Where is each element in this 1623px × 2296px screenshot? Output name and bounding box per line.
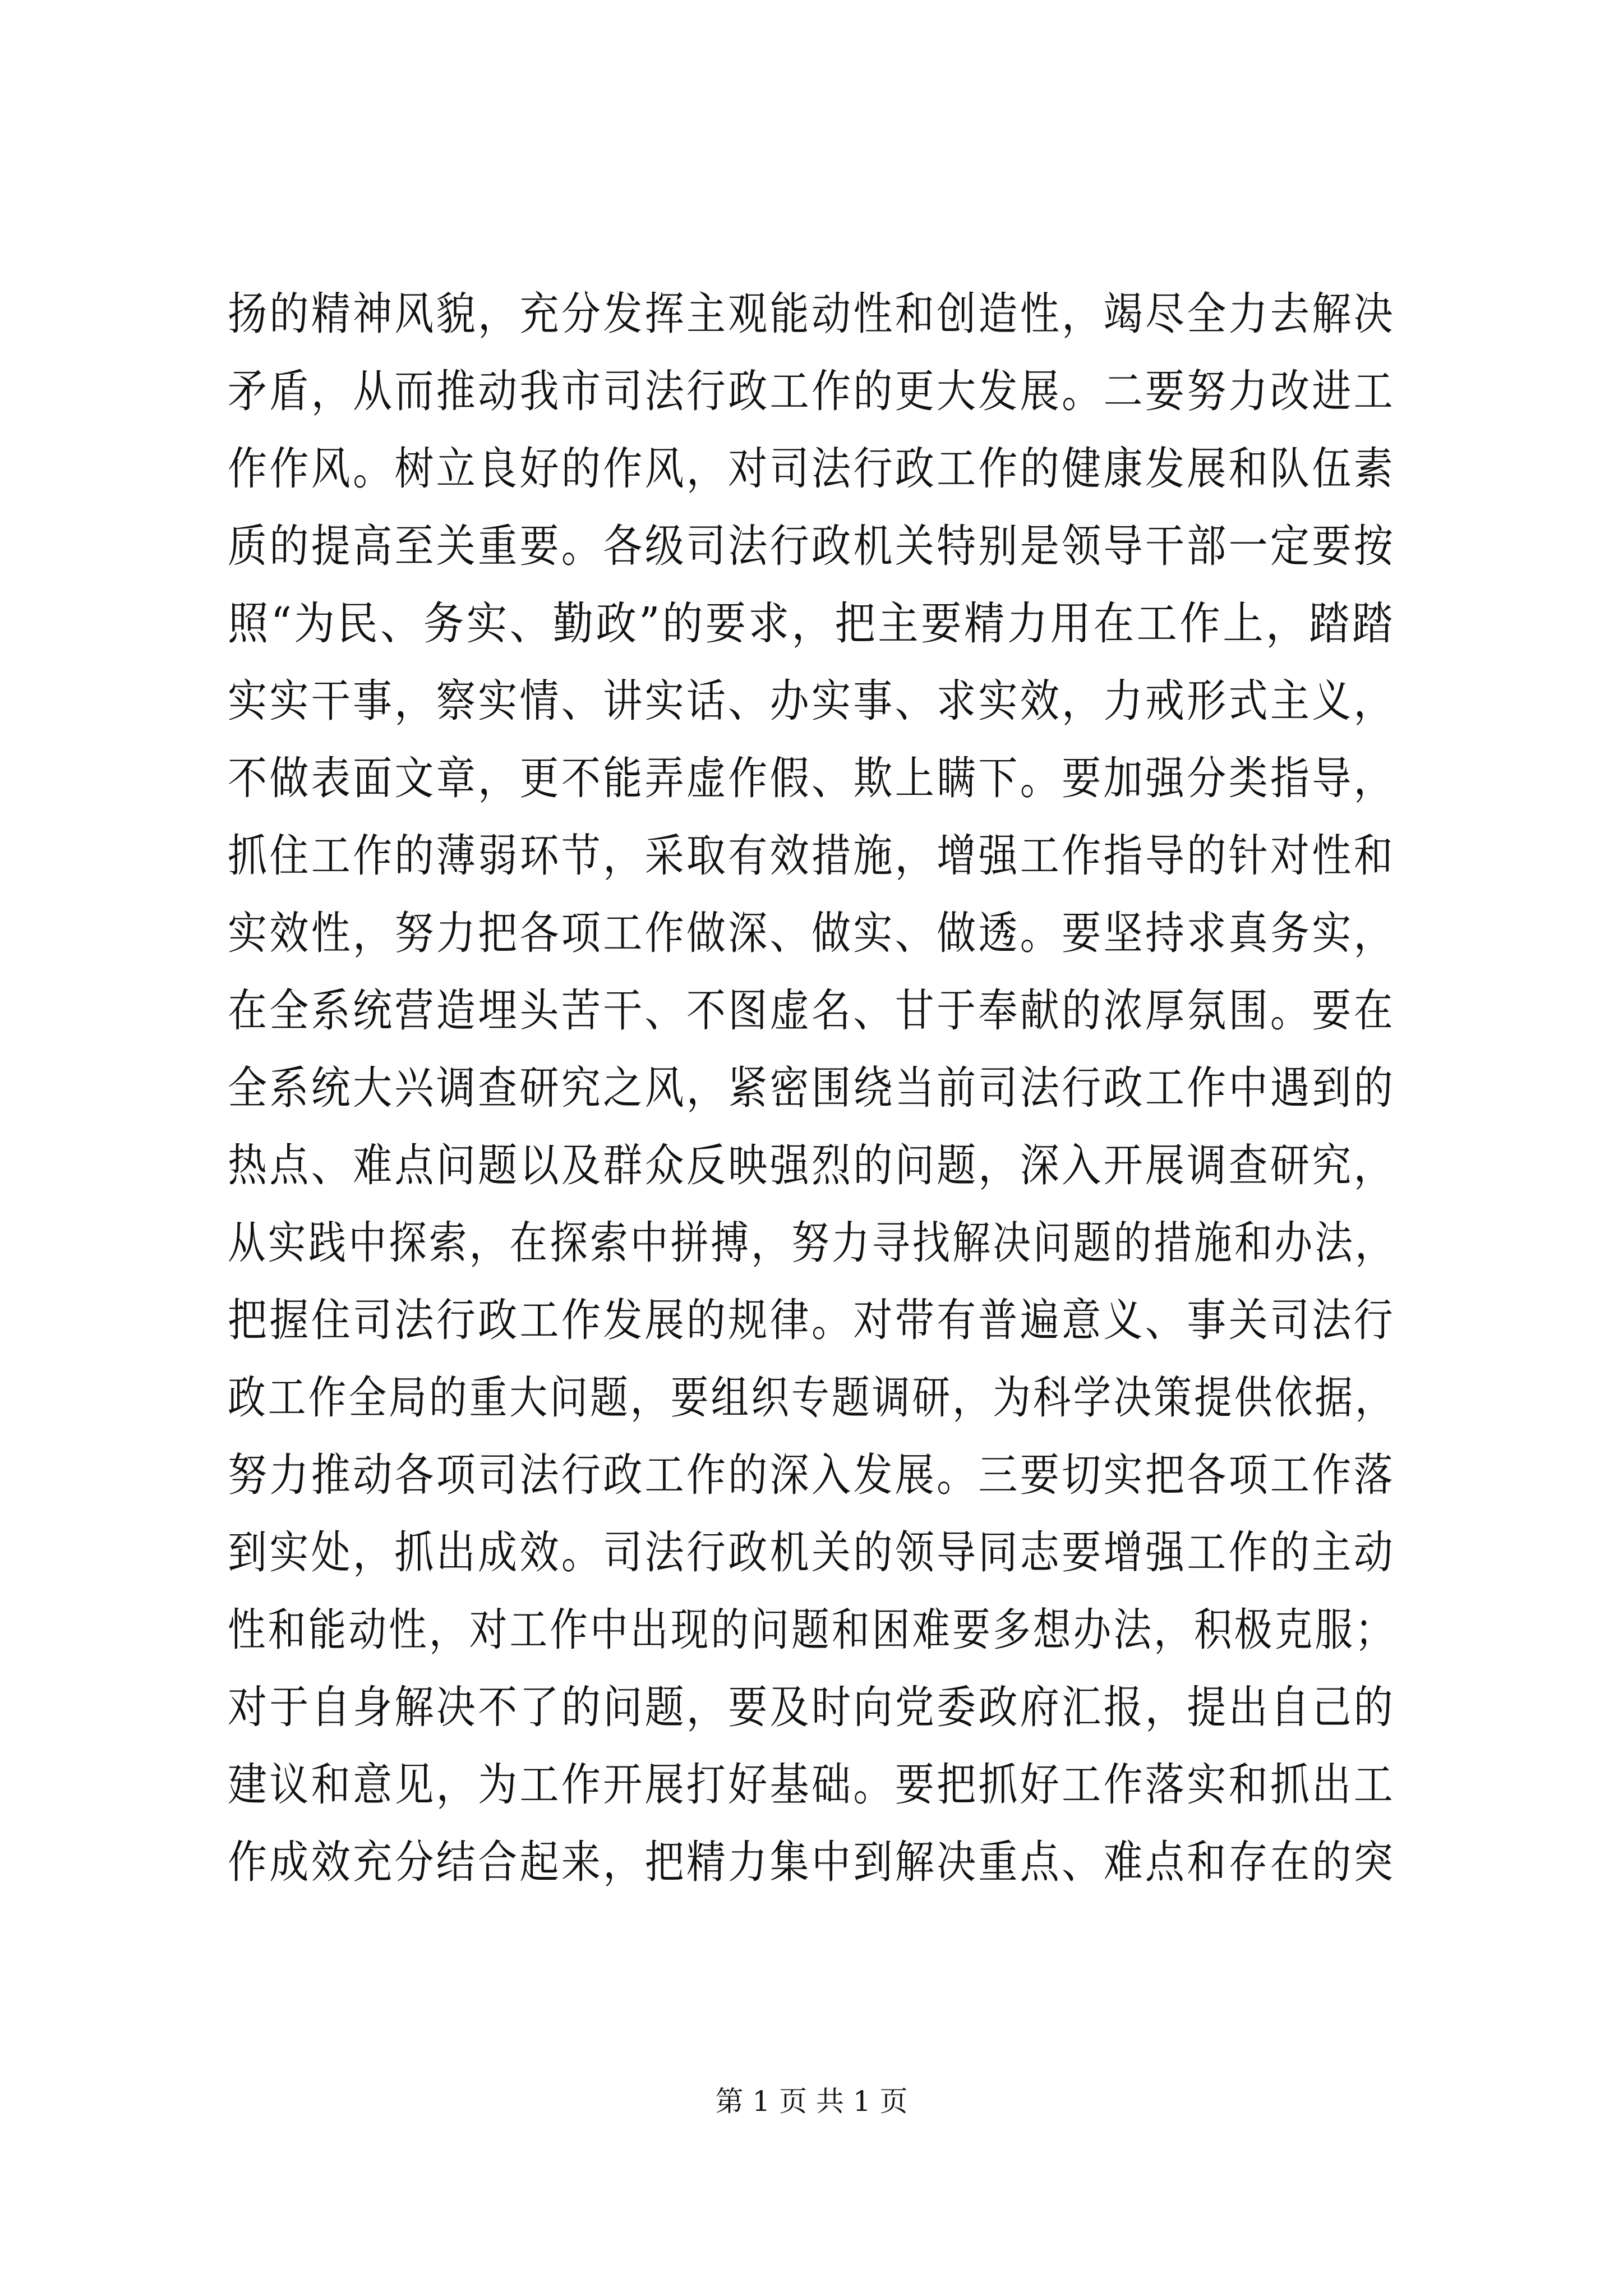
text-line-content: 热点、难点问题以及群众反映强烈的问题，深入开展调查研究， [228,1139,1395,1191]
text-line-content: 作作风。树立良好的作风，对司法行政工作的健康发展和队伍素 [228,443,1395,495]
text-line [0,1829,1623,1896]
text-line-content: 不做表面文章，更不能弄虚作假、欺上瞒下。要加强分类指导， [228,752,1395,804]
text-line-content: 在全系统营造埋头苦干、不图虚名、甘于奉献的浓厚氛围。要在 [228,984,1395,1037]
text-line [0,590,1623,657]
text-line-content: 扬的精神风貌，充分发挥主观能动性和创造性，竭尽全力去解决 [228,288,1395,340]
text-line-content: 全系统大兴调查研究之风，紧密围绕当前司法行政工作中遇到的 [228,1062,1395,1114]
text-line-content: 实效性，努力把各项工作做深、做实、做透。要坚持求真务实， [228,907,1395,959]
text-line-content: 努力推动各项司法行政工作的深入发展。三要切实把各项工作落 [228,1449,1395,1501]
text-line-content: 照“为民、务实、勤政”的要求，把主要精力用在工作上，踏踏 [228,597,1395,650]
text-line [0,435,1623,503]
text-line-content: 质的提高至关重要。各级司法行政机关特别是领导干部一定要按 [228,520,1395,572]
text-line-content: 实实干事，察实情、讲实话、办实事、求实效，力戒形式主义， [228,675,1395,727]
text-line-content: 矛盾，从而推动我市司法行政工作的更大发展。二要努力改进工 [228,365,1395,417]
text-line [0,1519,1623,1586]
text-line [0,1364,1623,1432]
text-line-content: 对于自身解决不了的问题，要及时向党委政府汇报，提出自己的 [228,1681,1395,1733]
text-line [0,1287,1623,1354]
text-line [0,1442,1623,1509]
text-line-content: 从实践中探索，在探索中拼搏，努力寻找解决问题的措施和办法， [228,1217,1395,1269]
text-line-content: 抓住工作的薄弱环节，采取有效措施，增强工作指导的针对性和 [228,830,1395,882]
text-line [0,280,1623,348]
text-line [0,668,1623,735]
text-line [0,1132,1623,1199]
text-line [0,900,1623,967]
text-line [0,513,1623,580]
text-line-content: 政工作全局的重大问题，要组织专题调研，为科学决策提供依据， [228,1372,1395,1424]
text-line [0,358,1623,425]
text-line [0,977,1623,1045]
text-line [0,1674,1623,1741]
text-line [0,1055,1623,1122]
text-line [0,1596,1623,1664]
text-line-content: 建议和意见，为工作开展打好基础。要把抓好工作落实和抓出工 [228,1759,1395,1811]
text-line [0,822,1623,890]
page-footer [0,2079,1623,2124]
text-line-content: 作成效充分结合起来，把精力集中到解决重点、难点和存在的突 [228,1836,1395,1888]
text-line-content: 到实处，抓出成效。司法行政机关的领导同志要增强工作的主动 [228,1526,1395,1579]
page-number-label: 第 1 页 共 1 页 [715,2085,908,2118]
text-line-content: 把握住司法行政工作发展的规律。对带有普遍意义、事关司法行 [228,1294,1395,1346]
text-line [0,1751,1623,1819]
text-line [0,1209,1623,1277]
text-line-content: 性和能动性，对工作中出现的问题和困难要多想办法，积极克服； [228,1604,1395,1656]
text-line [0,745,1623,812]
